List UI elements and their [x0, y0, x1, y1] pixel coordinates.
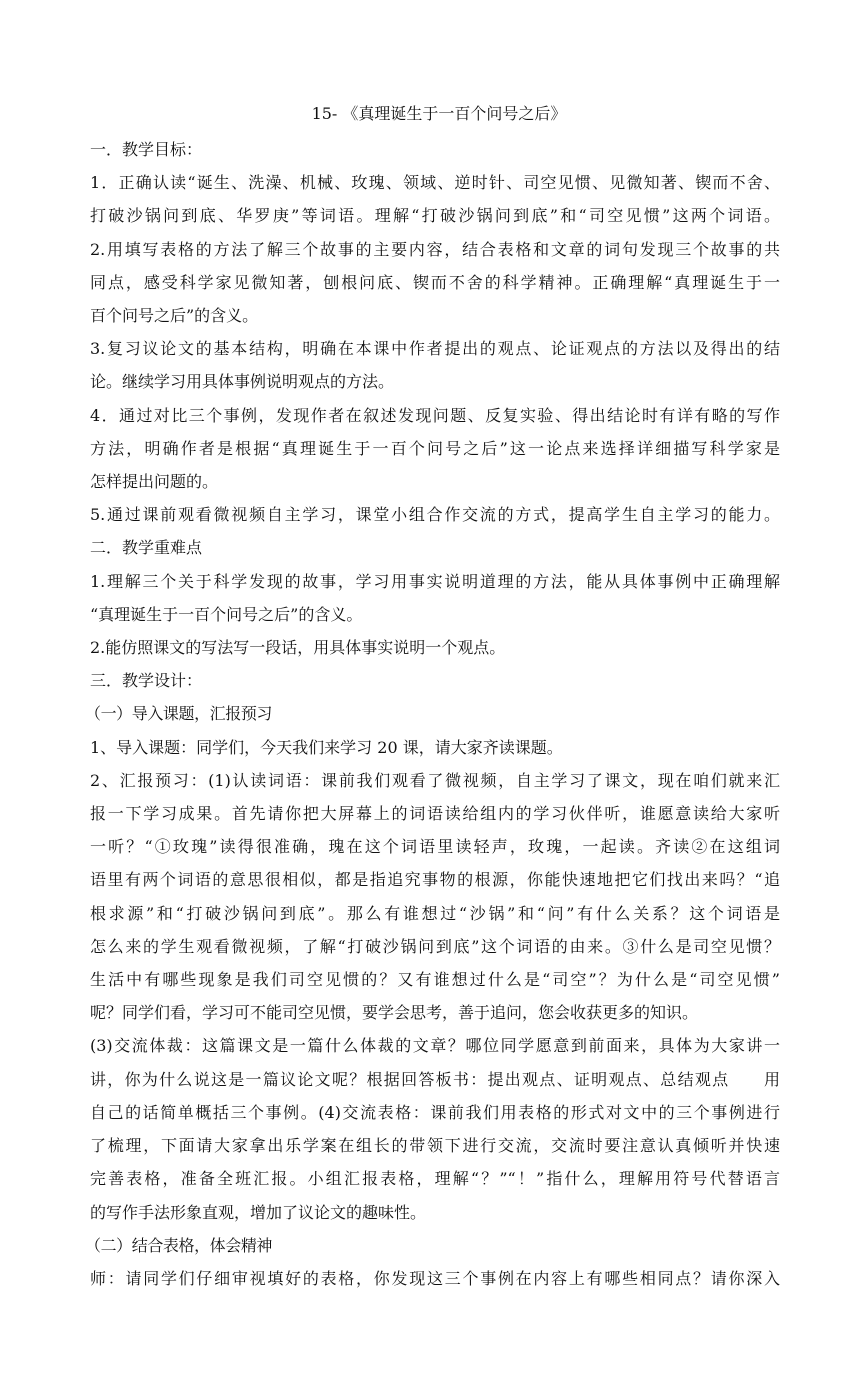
text-line: 一．教学目标： — [90, 140, 203, 159]
document-title: 15- 《真理诞生于一百个问号之后》 — [311, 104, 567, 123]
text-line: 论。继续学习用具体事例说明观点的方法。 — [90, 372, 395, 392]
text-line: 生活中有哪些现象是我们司空见惯的？又有谁想过什么是“司空”？为什么是“司空见惯” — [90, 970, 780, 990]
text-line: 的写作手法形象直观，增加了议论文的趣味性。 — [90, 1202, 427, 1222]
text-line: 2.能仿照课文的写法写一段话，用具体事实说明一个观点。 — [90, 638, 506, 658]
text-line: 了梳理，下面请大家拿出乐学案在组长的带领下进行交流，交流时要注意认真倾听并快速 — [90, 1136, 780, 1156]
text-line: 4．通过对比三个事例，发现作者在叙述发现问题、反复实验、得出结论时有详有略的写作 — [90, 405, 780, 425]
text-line: 1.理解三个关于科学发现的故事，学习用事实说明道理的方法，能从具体事例中正确理解 — [90, 571, 780, 591]
text-line: (3)交流体裁：这篇课文是一篇什么体裁的文章？哪位同学愿意到前面来，具体为大家讲一 — [90, 1036, 780, 1056]
text-line: （一）导入课题，汇报预习 — [85, 704, 273, 724]
text-line: 讲，你为什么说这是一篇议论文呢？根据回答板书：提出观点、证明观点、总结观点 用 — [90, 1069, 780, 1089]
text-line: 三．教学设计： — [90, 671, 203, 691]
text-line: 5.通过课前观看微视频自主学习，课堂小组合作交流的方式，提高学生自主学习的能力。 — [90, 505, 780, 525]
text-line: （二）结合表格，体会精神 — [85, 1235, 273, 1255]
text-line: 呢？同学们看，学习可不能司空见惯，要学会思考，善于追问，您会收获更多的知识。 — [90, 1003, 699, 1023]
text-line: 语里有两个词语的意思很相似，都是指追究事物的根源，你能快速地把它们找出来吗？“追 — [90, 870, 780, 890]
text-line: 2、汇报预习：(1)认读词语：课前我们观看了微视频，自主学习了课文，现在咱们就来汇 — [90, 770, 780, 790]
text-line: 1、导入课题：同学们，今天我们来学习 20 课，请大家齐读课题。 — [90, 737, 563, 757]
text-line: 3.复习议论文的基本结构，明确在本课中作者提出的观点、论证观点的方法以及得出的结 — [90, 339, 780, 359]
text-line: 怎么来的学生观看微视频，了解“打破沙锅问到底”这个词语的由来。③什么是司空见惯？ — [90, 936, 780, 956]
text-line: 根求源”和“打破沙锅问到底”。那么有谁想过“沙锅”和“问”有什么关系？这个词语是 — [90, 903, 780, 923]
text-line: 1．正确认读“诞生、洗澡、机械、玫瑰、领域、逆时针、司空见惯、见微知著、锲而不舍、 — [90, 173, 780, 193]
text-line: 报一下学习成果。首先请你把大屏幕上的词语读给组内的学习伙伴听，谁愿意读给大家听 — [90, 804, 780, 824]
text-line: 师：请同学们仔细审视填好的表格，你发现这三个事例在内容上有哪些相同点？请你深入 — [90, 1268, 780, 1288]
document-body — [85, 133, 780, 1295]
text-line: 怎样提出问题的。 — [90, 472, 219, 492]
text-line: 同点，感受科学家见微知著，刨根问底、锲而不舍的科学精神。正确理解“真理诞生于一 — [90, 272, 780, 292]
text-line: 百个问号之后”的含义。 — [90, 306, 259, 326]
text-line: 一听？“①玫瑰”读得很准确，瑰在这个词语里读轻声，玫瑰，一起读。齐读②在这组词 — [90, 837, 780, 857]
text-line: 二．教学重难点 — [90, 538, 203, 558]
text-line: 打破沙锅问到底、华罗庚”等词语。理解“打破沙锅问到底”和“司空见惯”这两个词语。 — [90, 206, 780, 226]
text-line: 方法，明确作者是根据“真理诞生于一百个问号之后”这一论点来选择详细描写科学家是 — [90, 438, 780, 458]
text-line: “真理诞生于一百个问号之后”的含义。 — [90, 604, 363, 624]
text-line: 自己的话简单概括三个事例。(4)交流表格：课前我们用表格的形式对文中的三个事例进行 — [90, 1102, 780, 1122]
text-line: 完善表格，准备全班汇报。小组汇报表格，理解“？”“！”指什么，理解用符号代替语言 — [90, 1169, 780, 1189]
text-line: 2.用填写表格的方法了解三个故事的主要内容，结合表格和文章的词句发现三个故事的共 — [90, 239, 780, 259]
